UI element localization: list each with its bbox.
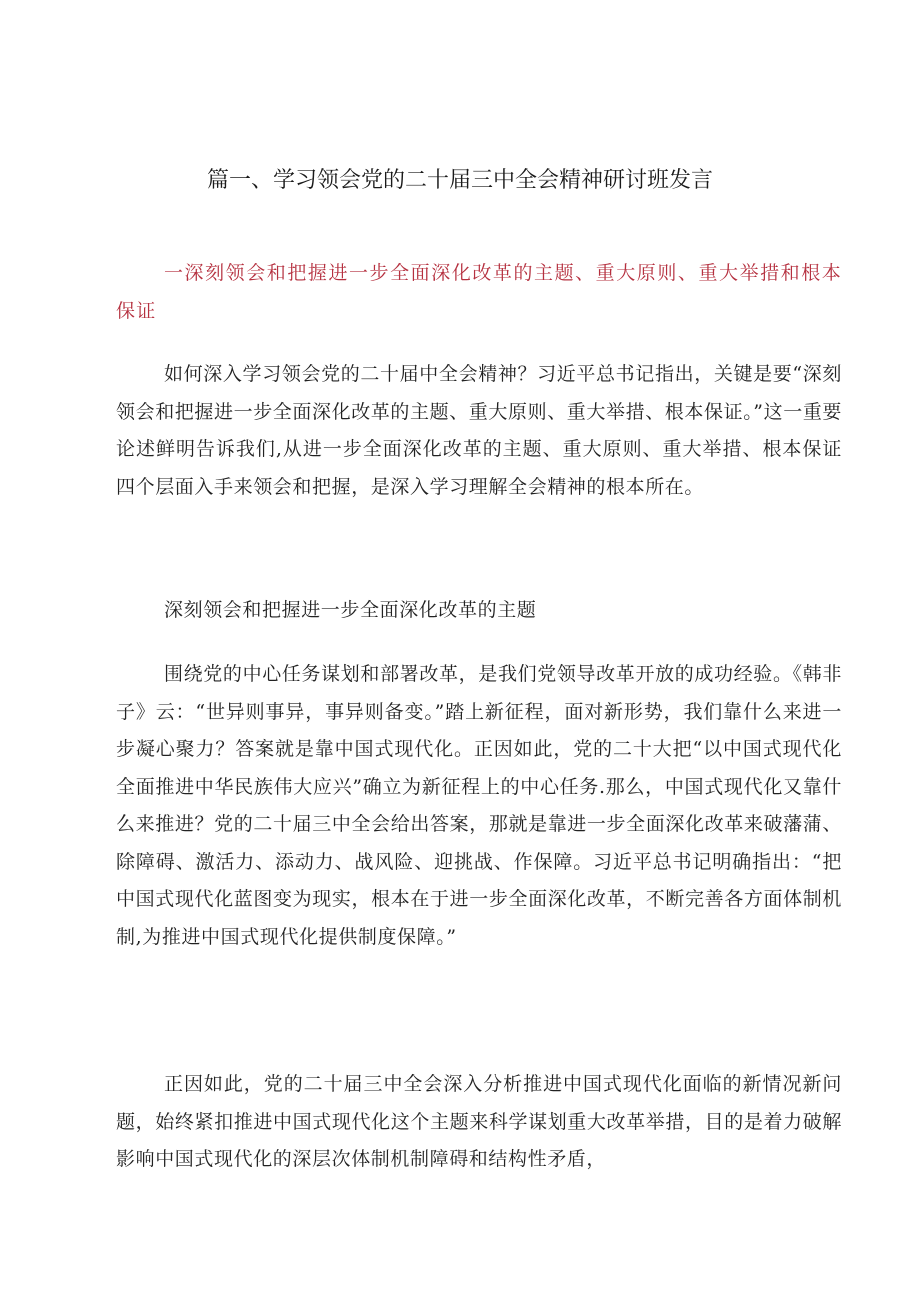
section-heading-theme: 深刻领会和把握进一步全面深化改革的主题 (164, 599, 537, 621)
section-subheading: 一深刻领会和把握进一步全面深化改革的主题、重大原则、重大举措和根本保证 (116, 262, 842, 322)
document-title: 篇一、学习领会党的二十届三中全会精神研讨班发言 (206, 168, 713, 193)
paragraph-central-task: 围绕党的中心任务谋划和部署改革，是我们党领导改革开放的成功经验。《韩非子》云：“世异则事异，事异则备变。”踏上新征程，面对新形势，我们靠什么来进一步凝心聚力？答案就是靠中国式现代化。正因如此，党的二十大把“以中国式现代化全面推进中华民族伟大应兴”确立为新征程上的中心任务.那么，中国式现代化又靠什么来推进？党的二十届三中全会给出答案，那就是靠进一步全面深化改革来破藩蒲、除障碍、激活力、添动力、战风险、迎挑战、作保障。习近平总书记明确指出：“把中国式现代化蓝图变为现实，根本在于进一步全面深化改革，不断完善各方面体制机制,为推进中国式现代化提供制度保障。” (116, 663, 842, 948)
paragraph-intro: 如何深入学习领会党的二十届中全会精神？习近平总书记指出，关键是要“深刻领会和把握进一步全面深化改革的主题、重大原则、重大举措、根本保证。”这一重要论述鲜明告诉我们,从进一步全面深化改革的主题、重大原则、重大举措、根本保证四个层面入手来领会和把握，是深入学习理解全会精神的根本所在。 (116, 363, 843, 498)
paragraph-conclusion: 正因如此，党的二十届三中全会深入分析推进中国式现代化面临的新情况新问题，始终紧扣推进中国式现代化这个主题来科学谋划重大改革举措，目的是着力破解影响中国式现代化的深层次体制机制障碍和结构性矛盾， (116, 1073, 842, 1170)
